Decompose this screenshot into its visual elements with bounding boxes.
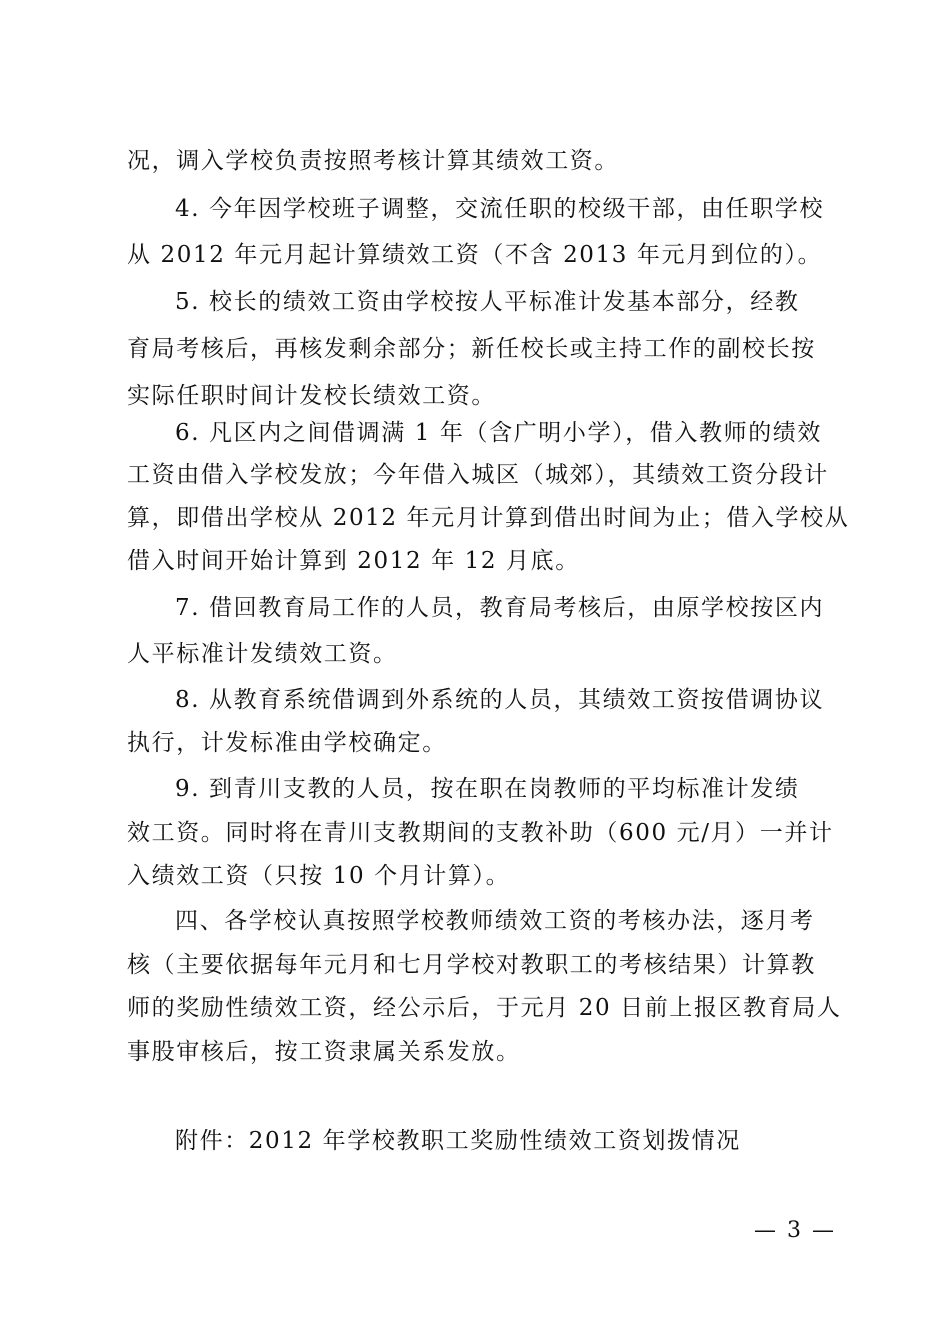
paragraph-line: 借入时间开始计算到 2012 年 12 月底。	[127, 548, 580, 574]
attachment-line: 附件：2012 年学校教职工奖励性绩效工资划拨情况	[175, 1128, 741, 1154]
page-number: — 3 —	[754, 1218, 836, 1243]
paragraph-line: 6. 凡区内之间借调满 1 年（含广明小学），借入教师的绩效	[175, 420, 823, 446]
paragraph-line: 实际任职时间计发校长绩效工资。	[127, 383, 496, 409]
paragraph-line: 育局考核后，再核发剩余部分；新任校长或主持工作的副校长按	[127, 336, 816, 362]
paragraph-line: 从 2012 年元月起计算绩效工资（不含 2013 年元月到位的）。	[127, 242, 823, 268]
paragraph-line: 工资由借入学校发放；今年借入城区（城郊），其绩效工资分段计	[127, 462, 829, 488]
paragraph-line: 四、各学校认真按照学校教师绩效工资的考核办法，逐月考	[175, 908, 815, 934]
paragraph-line: 算，即借出学校从 2012 年元月计算到借出时间为止；借入学校从	[127, 505, 850, 531]
paragraph-line: 5. 校长的绩效工资由学校按人平标准计发基本部分，经教	[175, 289, 800, 315]
paragraph-line: 师的奖励性绩效工资，经公示后，于元月 20 日前上报区教育局人	[127, 995, 842, 1021]
paragraph-line: 执行，计发标准由学校确定。	[127, 730, 447, 756]
paragraph-line: 事股审核后，按工资隶属关系发放。	[127, 1039, 521, 1065]
paragraph-line: 核（主要依据每年元月和七月学校对教职工的考核结果）计算教	[127, 952, 816, 978]
paragraph-line: 7. 借回教育局工作的人员，教育局考核后，由原学校按区内	[175, 595, 825, 621]
paragraph-line: 9. 到青川支教的人员，按在职在岗教师的平均标准计发绩	[175, 776, 800, 802]
paragraph-line: 况，调入学校负责按照考核计算其绩效工资。	[127, 148, 619, 174]
paragraph-line: 入绩效工资（只按 10 个月计算）。	[127, 863, 511, 889]
paragraph-line: 效工资。同时将在青川支教期间的支教补助（600 元/月）一并计	[127, 820, 834, 846]
paragraph-line: 4. 今年因学校班子调整，交流任职的校级干部，由任职学校	[175, 196, 825, 222]
paragraph-line: 人平标准计发绩效工资。	[127, 641, 398, 667]
paragraph-line: 8. 从教育系统借调到外系统的人员，其绩效工资按借调协议	[175, 687, 825, 713]
